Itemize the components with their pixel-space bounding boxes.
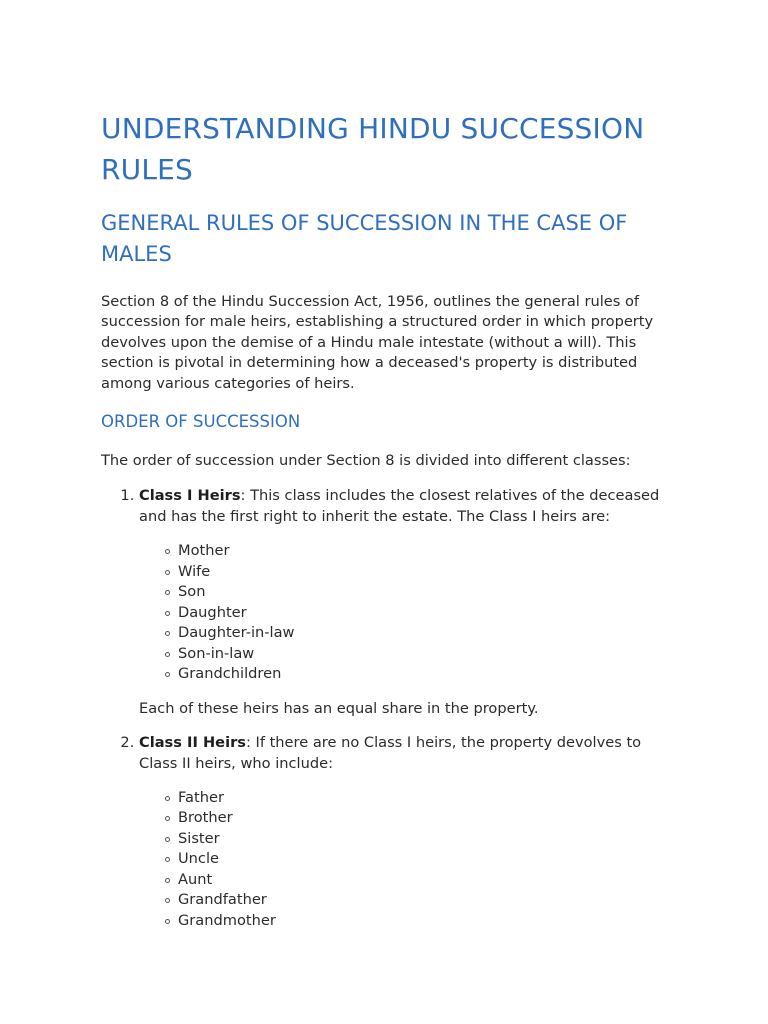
list-item: Grandmother (178, 911, 678, 932)
class-name: Class I Heirs (139, 487, 241, 505)
list-item: Brother (178, 808, 678, 829)
class-name: Class II Heirs (139, 734, 246, 752)
intro-paragraph: Section 8 of the Hindu Succession Act, 1956, outlines the general rules of succession for male heirs, establishing a structured order in which property devolves upon the demise of a Hindu male intestate (without a will). This section is pivotal in determining how a deceased's property is distributed among various categories of heirs. (101, 293, 654, 392)
list-item: Daughter-in-law (178, 623, 678, 644)
list-item: Wife (178, 562, 678, 583)
list-item: Grandchildren (178, 664, 678, 685)
order-intro-paragraph: The order of succession under Section 8 is divided into different classes: (101, 452, 631, 470)
class-item-2 (139, 733, 678, 931)
list-item: Aunt (178, 870, 678, 891)
section-heading: GENERAL RULES OF SUCCESSION IN THE CASE OF MALES (101, 211, 628, 266)
list-item: Sister (178, 829, 678, 850)
list-item: Grandfather (178, 890, 678, 911)
subheading: ORDER OF SUCCESSION (101, 412, 301, 432)
list-item: Uncle (178, 849, 678, 870)
class-description: : If there are no Class I heirs, the property devolves to Class II heirs, who include: (139, 734, 642, 772)
list-item: Daughter (178, 603, 678, 624)
list-item: Son-in-law (178, 644, 678, 665)
heir-list (139, 788, 678, 932)
heir-class-list (101, 486, 678, 931)
list-item: Father (178, 788, 678, 809)
class-description: : This class includes the closest relatives of the deceased and has the first right to inherit the estate. The Class I heirs are: (139, 487, 660, 525)
list-item: Mother (178, 541, 678, 562)
document-title: UNDERSTANDING HINDU SUCCESSION RULES (101, 112, 645, 186)
heir-list (139, 541, 678, 685)
list-item: Son (178, 582, 678, 603)
class-note: Each of these heirs has an equal share in the property. (139, 699, 539, 717)
class-item-1 (139, 486, 678, 719)
